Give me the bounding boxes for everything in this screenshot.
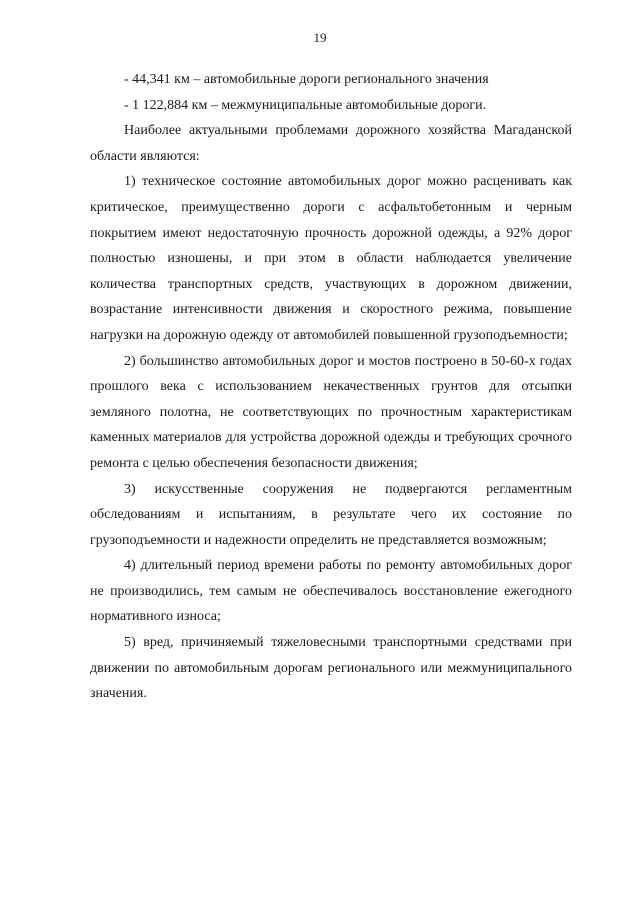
paragraph-problem-1: 1) техническое состояние автомобильных дорог можно расценивать как критическое, преимущественно дороги с асфальтобетонным и черным покрытием имеют недостаточную прочность дорожной одежды, а 92% дорог полностью изношены, и при этом в области наблюдается увеличение количества транспортных средств, участвующих в дорожном движении, возрастание интенсивности движения и скоростного режима, повышение нагрузки на дорожную одежду от автомобилей повышенной грузоподъемности; [90,174,572,343]
paragraph-problem-2: 2) большинство автомобильных дорог и мостов построено в 50-60-х годах прошлого века с использованием некачественных грунтов для отсыпки земляного полотна, не соответствующих по прочностным характеристикам каменных материалов для устройства дорожной одежды и требующих срочного ремонта с целью обеспечения безопасности движения; [90,353,572,471]
paragraph-problem-5: 5) вред, причиняемый тяжеловесными транспортными средствами при движении по автомобильным дорогам регионального или межмуниципального значения. [90,635,572,702]
page-number: 19 [313,30,327,45]
document-body [90,67,572,707]
paragraph-problem-3: 3) искусственные сооружения не подвергаются регламентным обследованиям и испытаниям, в результате чего их состояние по грузоподъемности и надежности определить не представляется возможным; [90,481,572,548]
paragraph-problems-intro: Наиболее актуальными проблемами дорожного хозяйства Магаданской области являются: [90,123,572,164]
paragraph-problem-4: 4) длительный период времени работы по ремонту автомобильных дорог не производились, тем самым не обеспечивалось восстановление ежегодного нормативного износа; [90,558,572,625]
paragraph-municipal-roads: - 1 122,884 км – межмуниципальные автомобильные дороги. [124,97,487,113]
paragraph-regional-roads: - 44,341 км – автомобильные дороги регионального значения [124,72,489,87]
